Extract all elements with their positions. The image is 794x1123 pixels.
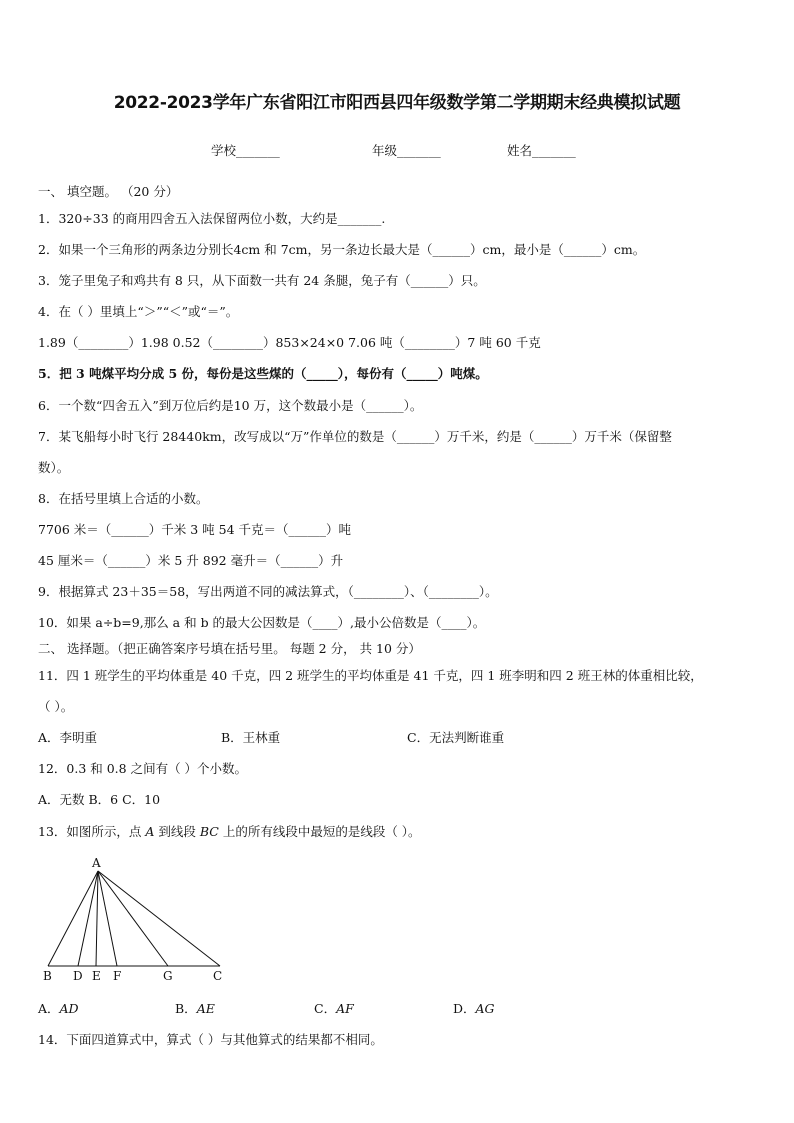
question-10: 10．如果 a÷b=9,那么 a 和 b 的最大公因数是（____）,最小公倍数是（____）。 [38, 615, 486, 630]
point-g-label: G [163, 969, 173, 983]
question-8-row-1: 7706 米＝（______）千米 3 吨 54 千克＝（______）吨 [38, 522, 352, 537]
question-2: 2．如果一个三角形的两条边分别长4cm 和 7cm，另一条边长最大是（______）cm，最小是（______）cm。 [38, 242, 646, 257]
question-13 [38, 822, 421, 840]
question-13-option-a [38, 999, 79, 1017]
question-13-text-post: 上的所有线段中最短的是线段（ ）。 [218, 824, 421, 839]
option-value: AD [59, 1001, 79, 1016]
option-letter: A． [38, 1001, 60, 1016]
segment-af [98, 871, 117, 966]
question-1: 1．320÷33 的商用四舍五入法保留两位小数，大约是_______. [38, 211, 386, 226]
point-a-label: A [145, 824, 155, 839]
segment-ag [98, 871, 168, 966]
school-field: 学校_______ [211, 143, 280, 158]
question-13-option-c [314, 999, 354, 1017]
option-letter: B． [175, 1001, 197, 1016]
question-4: 4．在（ ）里填上“＞”“＜”或“＝”。 [38, 304, 239, 319]
question-13-option-d [453, 999, 495, 1017]
question-3: 3．笼子里兔子和鸡共有 8 只，从下面数一共有 24 条腿，兔子有（______）只。 [38, 273, 486, 288]
option-letter: D． [453, 1001, 476, 1016]
question-11-option-c: C．无法判断谁重 [407, 730, 505, 745]
question-5: 5．把 3 吨煤平均分成 5 份，每份是这些煤的（_____），每份有（_____）吨煤。 [38, 366, 488, 381]
name-field: 姓名_______ [507, 143, 576, 158]
page-title: 2022-2023学年广东省阳江市阳西县四年级数学第二学期期末经典模拟试题 [113, 93, 681, 113]
segment-ad [78, 871, 98, 966]
section-heading-fill-blank: 一、 填空题。 （20 分） [38, 184, 179, 199]
section-heading-choice: 二、 选择题。（把正确答案序号填在括号里。 每题 2 分， 共 10 分） [38, 641, 421, 656]
question-8-row-2: 45 厘米＝（______）米 5 升 892 毫升＝（______）升 [38, 553, 344, 568]
question-13-text-pre: 13．如图所示，点 [38, 824, 146, 839]
question-11-line-2: （ ）。 [38, 699, 74, 714]
question-8: 8．在括号里填上合适的小数。 [38, 491, 209, 506]
question-13-text-mid: 到线段 [154, 824, 200, 839]
point-e-label: E [92, 969, 101, 983]
vertex-a-label: A [92, 856, 101, 870]
point-d-label: D [73, 969, 83, 983]
question-9: 9．根据算式 23＋35＝58，写出两道不同的减法算式，（________）、（________）。 [38, 584, 498, 599]
triangle-diagram [38, 852, 238, 987]
question-7-line-1: 7．某飞船每小时飞行 28440km，改写成以“万”作单位的数是（______）万千米，约是（______）万千米（保留整 [38, 429, 672, 444]
point-f-label: F [113, 969, 122, 983]
segment-ac [98, 871, 220, 966]
option-value: AF [336, 1001, 354, 1016]
option-letter: C． [314, 1001, 337, 1016]
option-value: AE [196, 1001, 215, 1016]
segment-ab [48, 871, 98, 966]
question-6: 6．一个数“四舍五入”到万位后约是10 万，这个数最小是（______）。 [38, 398, 423, 413]
question-11-option-a: A．李明重 [38, 730, 98, 745]
question-11-option-b: B．王林重 [221, 730, 281, 745]
vertex-c-label: C [213, 969, 223, 983]
question-12: 12．0.3 和 0.8 之间有（ ）个小数。 [38, 761, 248, 776]
question-4-items: 1.89（________）1.98 0.52（________）853×24×0 7.06 吨（________）7 吨 60 千克 [38, 335, 541, 350]
segment-ae [96, 871, 98, 966]
vertex-b-label: B [43, 969, 52, 983]
segment-bc-label: BC [199, 824, 219, 839]
triangle-figure [38, 852, 238, 987]
grade-field: 年级_______ [372, 143, 441, 158]
question-14: 14．下面四道算式中，算式（ ）与其他算式的结果都不相同。 [38, 1032, 383, 1047]
option-value: AG [475, 1001, 495, 1016]
question-12-options: A．无数 B．6 C．10 [38, 792, 161, 807]
question-7-line-2: 数）。 [38, 460, 70, 475]
question-11-line-1: 11．四 1 班学生的平均体重是 40 千克，四 2 班学生的平均体重是 41 千克，四 1 班李明和四 2 班王林的体重相比较， [38, 668, 703, 683]
question-13-option-b [175, 999, 215, 1017]
